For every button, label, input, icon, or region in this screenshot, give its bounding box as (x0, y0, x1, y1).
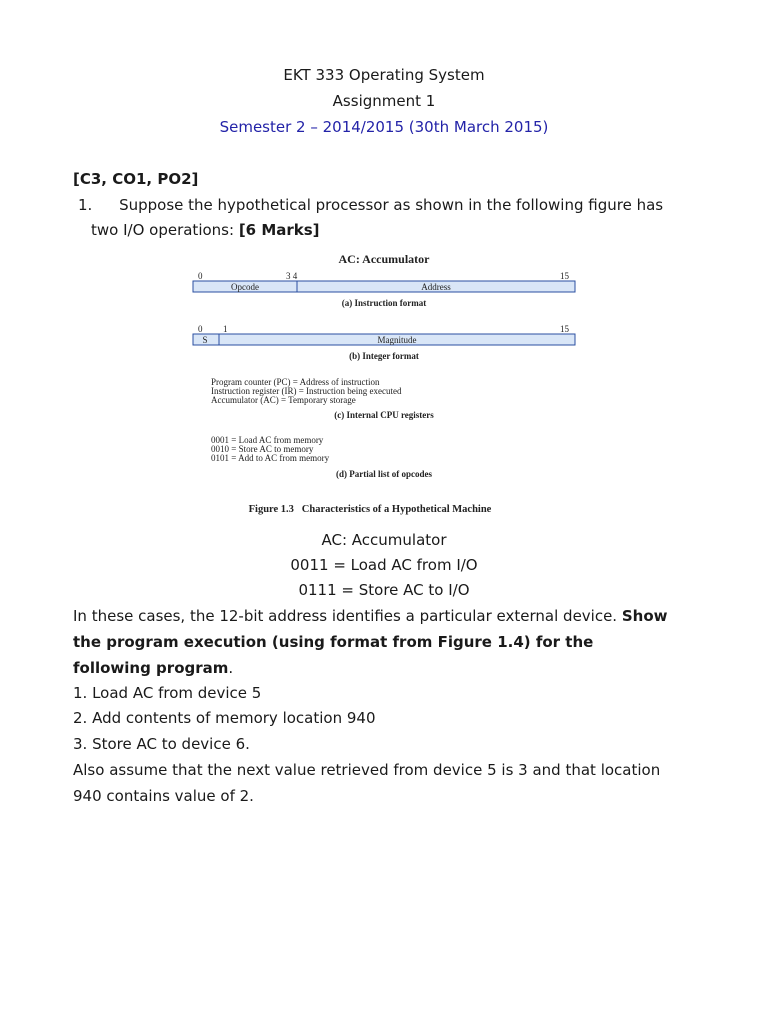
question-number: 1. (78, 196, 93, 214)
para-bold-c: following program (73, 659, 229, 677)
step-2: 2. Add contents of memory location 940 (73, 709, 376, 727)
para-line-1 (73, 607, 668, 625)
io-heading: AC: Accumulator (321, 531, 447, 549)
question-text-1: Suppose the hypothetical processor as shown in the following figure has (119, 196, 664, 214)
para-bold-a: Show (621, 607, 668, 625)
opcode-field: Opcode (231, 282, 259, 292)
semester-line: Semester 2 – 2014/2015 (30th March 2015) (219, 118, 549, 136)
question-text-2: two I/O operations: (91, 221, 239, 239)
opcode-store: 0010 = Store AC to memory (211, 444, 314, 454)
opcode-add: 0101 = Add to AC from memory (211, 453, 330, 463)
question-line-2 (91, 221, 320, 239)
instr-tick-end: 15 (560, 271, 569, 281)
io-op-store: 0111 = Store AC to I/O (298, 581, 470, 599)
para-line-2: the program execution (using format from Figure 1.4) for the (73, 633, 594, 651)
assignment-title: Assignment 1 (332, 92, 436, 110)
question-line-1 (78, 196, 663, 214)
question-marks: [6 Marks] (238, 221, 320, 239)
int-tick-end: 15 (560, 324, 569, 334)
register-ir: Instruction register (IR) = Instruction being executed (211, 386, 402, 396)
figure-title: AC: Accumulator (338, 252, 430, 266)
registers-caption: (c) Internal CPU registers (334, 410, 434, 420)
sign-field: S (202, 335, 208, 345)
question-tags (73, 170, 198, 188)
register-ac: Accumulator (AC) = Temporary storage (211, 395, 356, 405)
para-line-3 (73, 659, 233, 677)
address-field: Address (421, 282, 451, 292)
tags-text: [C3, CO1, PO2] (73, 170, 199, 188)
hypothetical-machine-figure (188, 248, 580, 520)
document-title: EKT 333 Operating System (283, 66, 485, 84)
figure-caption: Figure 1.3 Characteristics of a Hypothetical Machine (248, 504, 492, 515)
register-pc: Program counter (PC) = Address of instruction (211, 377, 380, 387)
opcodes-caption: (d) Partial list of opcodes (336, 469, 432, 479)
assumption-line-1: Also assume that the next value retrieved from device 5 is 3 and that location (73, 761, 661, 779)
step-3: 3. Store AC to device 6. (73, 735, 250, 753)
assumption-line-2: 940 contains value of 2. (73, 787, 254, 805)
instruction-caption: (a) Instruction format (341, 298, 427, 308)
magnitude-field: Magnitude (377, 335, 417, 345)
instr-tick-start: 0 (198, 271, 203, 281)
para-text: In these cases, the 12-bit address identifies a particular external device. (73, 607, 622, 625)
int-tick-start: 0 (198, 324, 203, 334)
io-op-load: 0011 = Load AC from I/O (290, 556, 478, 574)
opcode-load: 0001 = Load AC from memory (211, 435, 324, 445)
integer-caption: (b) Integer format (349, 351, 419, 361)
para-end: . (228, 659, 234, 677)
step-1: 1. Load AC from device 5 (73, 684, 262, 702)
int-tick-one: 1 (223, 324, 228, 334)
instr-tick-mid: 3 4 (286, 271, 298, 281)
